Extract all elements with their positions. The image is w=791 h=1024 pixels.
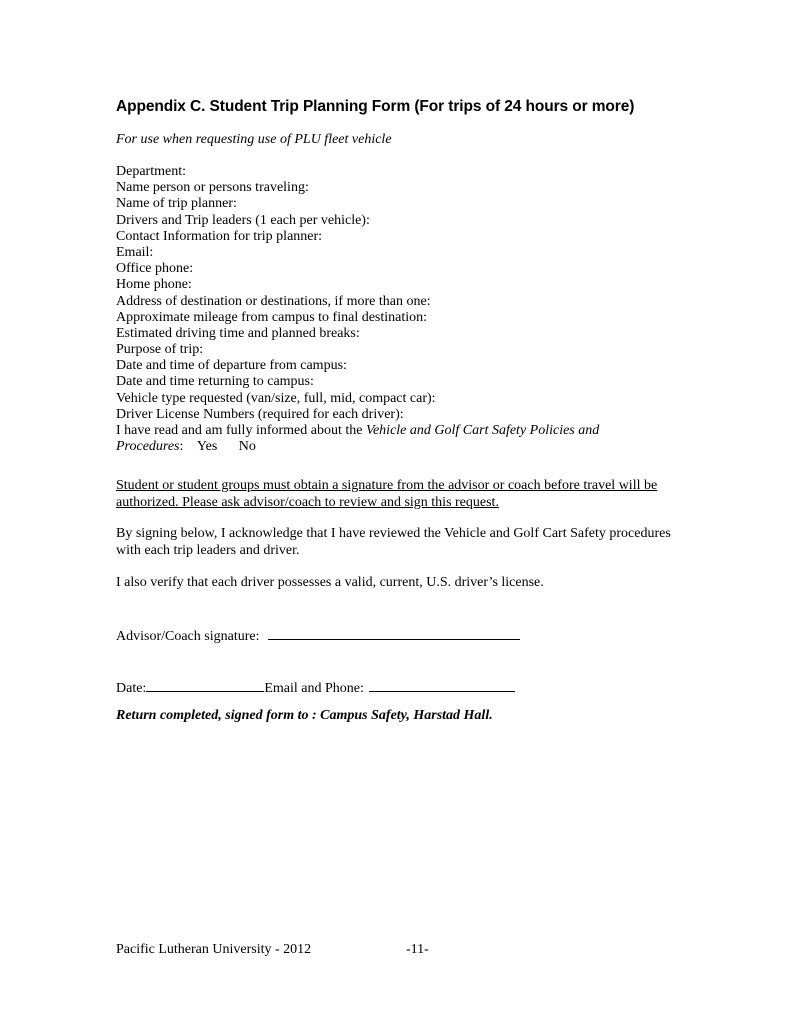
- field-return: Date and time returning to campus:: [116, 374, 314, 390]
- date-field[interactable]: [146, 677, 264, 692]
- date-contact-row: [116, 677, 515, 697]
- form-field-list: [116, 164, 599, 455]
- email-phone-label: Email and Phone:: [264, 681, 364, 696]
- acknowledgement-line-2: [116, 439, 599, 455]
- signature-field[interactable]: [268, 625, 520, 640]
- no-option[interactable]: No: [238, 439, 256, 455]
- field-trip-planner: Name of trip planner:: [116, 196, 237, 212]
- signature-label: Advisor/Coach signature:: [116, 629, 260, 644]
- page-number: -11-: [406, 942, 429, 957]
- policy-name-part1: Vehicle and Golf Cart Safety Policies and: [365, 423, 600, 438]
- field-email: Email:: [116, 244, 154, 260]
- field-purpose: Purpose of trip:: [116, 342, 204, 358]
- acknowledgement-line: [116, 423, 599, 439]
- yes-option[interactable]: Yes: [196, 439, 218, 455]
- return-instructions: Return completed, signed form to : Campus Safety, Harstad Hall.: [116, 708, 493, 723]
- date-label: Date:: [116, 681, 147, 696]
- acknowledgement-prefix: I have read and am fully informed about the: [116, 423, 366, 438]
- field-home-phone: Home phone:: [116, 277, 192, 293]
- signature-row: [116, 625, 520, 645]
- verify-paragraph: I also verify that each driver possesses a valid, current, U.S. driver’s license.: [116, 575, 544, 590]
- policy-colon: :: [179, 439, 184, 455]
- field-departure: Date and time of departure from campus:: [116, 358, 347, 374]
- field-driving-time: Estimated driving time and planned breaks:: [116, 325, 360, 341]
- email-phone-field[interactable]: [369, 677, 515, 692]
- advisor-signature-notice: Student or student groups must obtain a signature from the advisor or coach before travel will be authorized. Please ask advisor/coach to review and sign this request.: [116, 478, 658, 510]
- field-department: Department:: [116, 164, 186, 179]
- form-subtitle: For use when requesting use of PLU fleet vehicle: [116, 132, 392, 147]
- field-travelers: Name person or persons traveling:: [116, 180, 309, 196]
- page-footer: [116, 942, 429, 958]
- acknowledge-paragraph: By signing below, I acknowledge that I have reviewed the Vehicle and Golf Cart Safety procedures with each trip leaders and driver.: [116, 526, 671, 558]
- field-license-numbers: Driver License Numbers (required for each driver):: [116, 406, 404, 422]
- field-mileage: Approximate mileage from campus to final destination:: [116, 309, 428, 325]
- footer-university: Pacific Lutheran University - 2012: [116, 942, 312, 957]
- form-title: Appendix C. Student Trip Planning Form (For trips of 24 hours or more): [116, 98, 635, 115]
- policy-name-part2: Procedures: [116, 439, 180, 455]
- field-vehicle-type: Vehicle type requested (van/size, full, mid, compact car):: [116, 390, 436, 406]
- field-office-phone: Office phone:: [116, 261, 194, 277]
- field-contact-info: Contact Information for trip planner:: [116, 228, 323, 244]
- field-drivers-leaders: Drivers and Trip leaders (1 each per vehicle):: [116, 212, 370, 228]
- field-destination-address: Address of destination or destinations, if more than one:: [116, 293, 431, 309]
